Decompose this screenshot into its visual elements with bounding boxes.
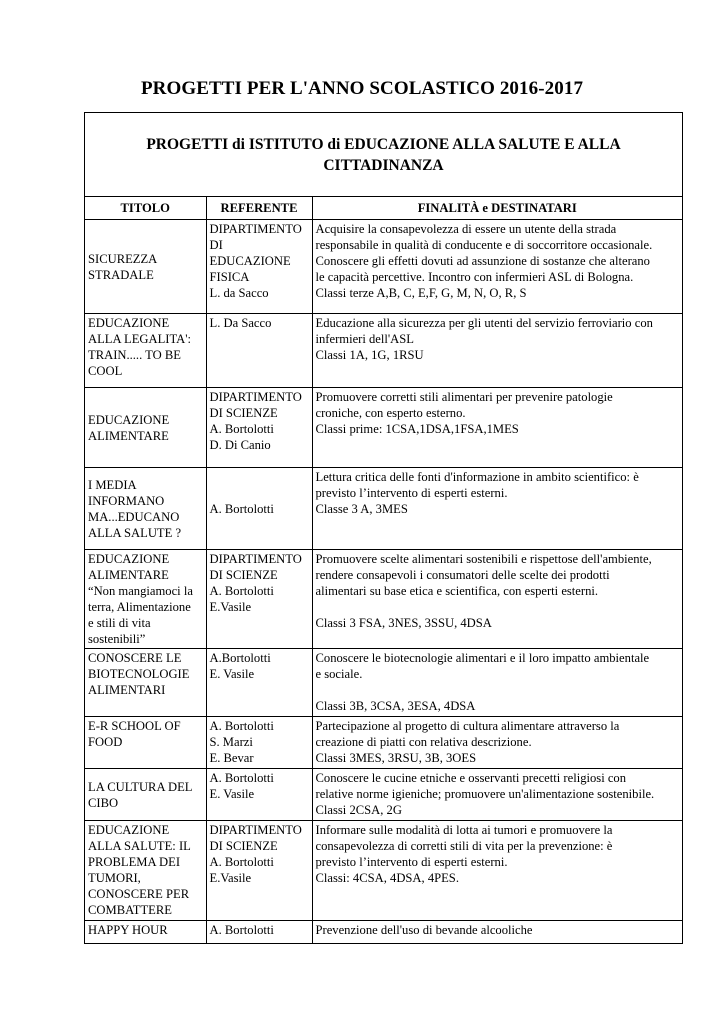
table-row [85, 717, 682, 769]
cell-line: EDUCAZIONE [88, 823, 170, 837]
table-header-row [85, 197, 682, 220]
cell-titolo [85, 550, 206, 649]
cell-line: previsto l’intervento di esperti esterni. [315, 486, 508, 500]
cell-line: A. Bortolotti [209, 719, 274, 733]
cell-line: Prevenzione dell'uso di bevande alcooliche [315, 923, 533, 937]
cell-line: E.Vasile [209, 871, 252, 885]
cell-line: Classi: 4CSA, 4DSA, 4PES. [315, 871, 459, 885]
cell-line: EDUCAZIONE [88, 316, 170, 330]
table-row [85, 649, 682, 717]
cell-line: ALIMENTARE [88, 568, 169, 582]
column-header-titolo: TITOLO [85, 197, 206, 220]
cell-line: COMBATTERE [88, 903, 172, 917]
cell-referente [206, 468, 312, 550]
cell-line: ALLA LEGALITA': [88, 332, 192, 346]
cell-referente [206, 388, 312, 468]
cell-line: “Non mangiamoci la [88, 584, 193, 598]
cell-line: e stili di vita [88, 616, 151, 630]
cell-referente [206, 314, 312, 388]
cell-line: Acquisire la consapevolezza di essere un utente della strada [315, 222, 617, 236]
cell-line: L. da Sacco [209, 286, 269, 300]
cell-finalita [312, 550, 682, 649]
cell-line [316, 599, 680, 615]
cell-line: Informare sulle modalità di lotta ai tumori e promuovere la [315, 823, 613, 837]
cell-line: FISICA [209, 270, 250, 284]
cell-finalita [312, 717, 682, 769]
column-header-finalita: FINALITÀ e DESTINATARI [312, 197, 682, 220]
cell-finalita [312, 821, 682, 921]
table-row [85, 388, 682, 468]
cell-line: EDUCAZIONE [88, 552, 170, 566]
cell-line: BIOTECNOLOGIE [88, 667, 190, 681]
cell-line: A. Bortolotti [209, 855, 274, 869]
cell-line: Classi 2CSA, 2G [315, 803, 402, 817]
cell-referente [206, 717, 312, 769]
cell-line: consapevolezza di corretti stili di vita per la prevenzione: è [315, 839, 613, 853]
table-row [85, 468, 682, 550]
cell-finalita [312, 468, 682, 550]
cell-finalita [312, 314, 682, 388]
cell-titolo [85, 769, 206, 821]
table-row [85, 314, 682, 388]
cell-line: e sociale. [315, 667, 363, 681]
cell-line: Educazione alla sicurezza per gli utenti del servizio ferroviario con [315, 316, 653, 330]
cell-referente [206, 769, 312, 821]
table-row [85, 821, 682, 921]
table-row [85, 220, 682, 314]
cell-line: E-R SCHOOL OF [88, 719, 181, 733]
cell-line: croniche, con esperto esterno. [315, 406, 466, 420]
cell-titolo [85, 921, 206, 943]
cell-line: ALLA SALUTE ? [88, 525, 182, 540]
cell-line: TRAIN..... TO BE [88, 348, 181, 362]
cell-line: ALIMENTARI [88, 683, 166, 697]
cell-line: Lettura critica delle fonti d'informazione in ambito scientifico: è [315, 470, 639, 484]
cell-finalita [312, 769, 682, 821]
cell-line: DI SCIENZE [209, 406, 278, 420]
cell-line: FOOD [88, 735, 123, 749]
cell-line: E.Vasile [209, 600, 252, 614]
cell-finalita [312, 388, 682, 468]
cell-line: alimentari su base etica e scientifica, con esperti esterni. [315, 584, 599, 598]
cell-line: DI SCIENZE [209, 839, 278, 853]
cell-line: A. Bortolotti [209, 501, 274, 516]
cell-titolo [85, 468, 206, 550]
cell-line: terra, Alimentazione [88, 600, 191, 614]
table-body [85, 220, 682, 943]
cell-referente [206, 550, 312, 649]
cell-line: Classi 3B, 3CSA, 3ESA, 4DSA [315, 699, 476, 713]
table-row [85, 921, 682, 943]
cell-line: Classe 3 A, 3MES [315, 502, 408, 516]
cell-line: previsto l’intervento di esperti esterni. [315, 855, 508, 869]
cell-line: le capacità percettive. Incontro con infermieri ASL di Bologna. [315, 270, 634, 284]
cell-line: HAPPY HOUR [88, 923, 168, 937]
cell-line: DIPARTIMENTO [209, 222, 302, 236]
cell-titolo [85, 821, 206, 921]
cell-titolo [85, 314, 206, 388]
cell-line: PROBLEMA DEI [88, 855, 181, 869]
cell-line: ALIMENTARE [88, 428, 169, 443]
cell-line: COOL [88, 364, 123, 378]
cell-line: Classi 3 FSA, 3NES, 3SSU, 4DSA [315, 616, 492, 630]
cell-line: DI SCIENZE [209, 568, 278, 582]
cell-line: DIPARTIMENTO [209, 552, 302, 566]
cell-finalita [312, 921, 682, 943]
cell-line: Conoscere le cucine etniche e osservanti precetti religiosi con [315, 771, 627, 785]
cell-line: L. Da Sacco [209, 316, 272, 330]
cell-line: D. Di Canio [209, 438, 271, 452]
table-row [85, 550, 682, 649]
cell-line: A. Bortolotti [209, 422, 274, 436]
cell-line: STRADALE [88, 267, 154, 282]
cell-titolo [85, 717, 206, 769]
cell-line: DIPARTIMENTO [209, 823, 302, 837]
table-row [85, 769, 682, 821]
cell-line: Conoscere le biotecnologie alimentari e il loro impatto ambientale [315, 651, 650, 665]
column-header-referente: REFERENTE [206, 197, 312, 220]
cell-line: E. Vasile [209, 667, 255, 681]
cell-line: A. Bortolotti [209, 771, 274, 785]
cell-line: MA...EDUCANO [88, 509, 180, 524]
cell-line: DI [209, 238, 223, 252]
cell-line: ALLA SALUTE: IL [88, 839, 191, 853]
cell-line: CIBO [88, 795, 119, 810]
cell-line: A. Bortolotti [209, 584, 274, 598]
cell-line: CONOSCERE PER [88, 887, 190, 901]
cell-line: INFORMANO [88, 493, 165, 508]
cell-titolo [85, 388, 206, 468]
projects-table [85, 197, 682, 943]
cell-finalita [312, 649, 682, 717]
cell-finalita [312, 220, 682, 314]
cell-line: DIPARTIMENTO [209, 390, 302, 404]
projects-frame [84, 112, 683, 944]
cell-referente [206, 220, 312, 314]
cell-line: EDUCAZIONE [209, 254, 291, 268]
cell-line: EDUCAZIONE [88, 412, 170, 427]
page-title: PROGETTI PER L'ANNO SCOLASTICO 2016-2017 [140, 78, 584, 99]
cell-line: E. Vasile [209, 787, 255, 801]
cell-line: Promuovere scelte alimentari sostenibili e rispettose dell'ambiente, [315, 552, 652, 566]
cell-line: I MEDIA [88, 477, 137, 492]
cell-line: Classi terze A,B, C, E,F, G, M, N, O, R, S [315, 286, 527, 300]
cell-titolo [85, 649, 206, 717]
cell-line: sostenibili” [88, 632, 146, 646]
cell-line: Conoscere gli effetti dovuti ad assunzione di sostanze che alterano [315, 254, 650, 268]
cell-line [316, 682, 680, 698]
cell-line: Partecipazione al progetto di cultura alimentare attraverso la [315, 719, 620, 733]
cell-line: responsabile in qualità di conducente e di soccorritore occasionale. [315, 238, 653, 252]
cell-line: Promuovere corretti stili alimentari per prevenire patologie [315, 390, 613, 404]
cell-line: LA CULTURA DEL [88, 779, 193, 794]
cell-line: rendere consapevoli i consumatori delle scelte dei prodotti [315, 568, 610, 582]
cell-line: TUMORI, [88, 871, 141, 885]
cell-referente [206, 921, 312, 943]
cell-referente [206, 821, 312, 921]
cell-titolo [85, 220, 206, 314]
cell-line: S. Marzi [209, 735, 253, 749]
cell-line: Classi prime: 1CSA,1DSA,1FSA,1MES [315, 422, 519, 436]
cell-line: E. Bevar [209, 751, 254, 765]
cell-referente [206, 649, 312, 717]
section-header: PROGETTI di ISTITUTO di EDUCAZIONE ALLA SALUTE E ALLA CITTADINANZA [85, 113, 682, 197]
cell-line: SICUREZZA [88, 251, 158, 266]
cell-line: creazione di piatti con relativa descrizione. [315, 735, 532, 749]
cell-line: A. Bortolotti [209, 923, 274, 937]
cell-line: infermieri dell'ASL [315, 332, 414, 346]
cell-line: Classi 3MES, 3RSU, 3B, 3OES [315, 751, 477, 765]
cell-line: Classi 1A, 1G, 1RSU [315, 348, 424, 362]
cell-line: relative norme igieniche; promuovere un'alimentazione sostenibile. [315, 787, 655, 801]
cell-line: A.Bortolotti [209, 651, 271, 665]
cell-line: CONOSCERE LE [88, 651, 182, 665]
